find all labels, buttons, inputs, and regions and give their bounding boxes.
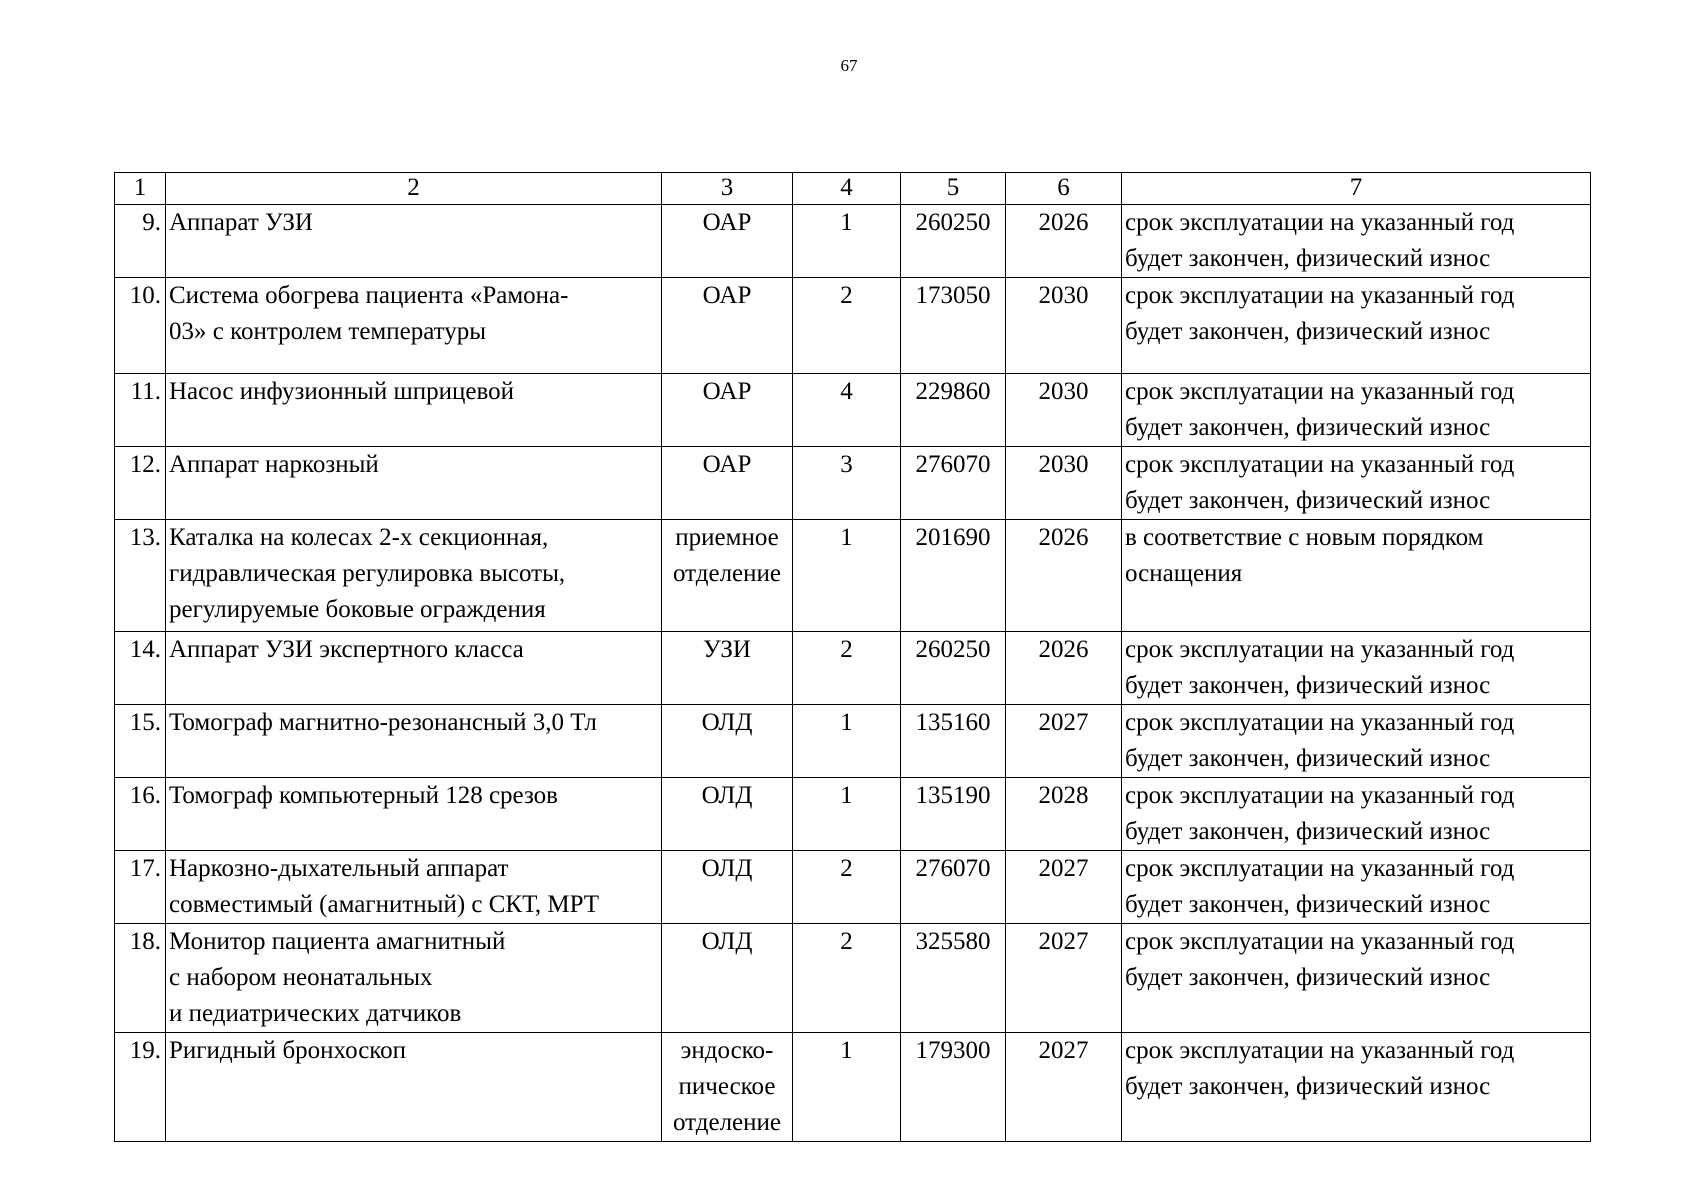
justification-cell: срок эксплуатации на указанный год будет закончен, физический износ xyxy=(1122,1033,1591,1142)
department-cell: ОЛД xyxy=(662,851,793,924)
table-row xyxy=(115,520,1591,632)
year-cell: 2030 xyxy=(1006,447,1122,520)
equipment-name-cell: Каталка на колесах 2-х секционная, гидравлическая регулировка высоты, регулируемые боковые ограждения xyxy=(166,520,662,632)
equipment-name-cell: Томограф компьютерный 128 срезов xyxy=(166,778,662,851)
justification-cell: срок эксплуатации на указанный год будет закончен, физический износ xyxy=(1122,924,1591,1033)
code-cell: 173050 xyxy=(901,278,1006,374)
equipment-table xyxy=(114,172,1591,1142)
justification-cell: срок эксплуатации на указанный год будет закончен, физический износ xyxy=(1122,447,1591,520)
equipment-name-cell: Томограф магнитно-резонансный 3,0 Тл xyxy=(166,705,662,778)
code-cell: 135160 xyxy=(901,705,1006,778)
equipment-name-cell: Монитор пациента амагнитный с набором неонатальных и педиатрических датчиков xyxy=(166,924,662,1033)
table-row xyxy=(115,205,1591,278)
quantity-cell: 2 xyxy=(793,851,901,924)
equipment-name-cell: Аппарат наркозный xyxy=(166,447,662,520)
quantity-cell: 2 xyxy=(793,924,901,1033)
year-cell: 2026 xyxy=(1006,632,1122,705)
row-number-cell: 17. xyxy=(115,851,166,924)
header-cell: 3 xyxy=(662,173,793,205)
code-cell: 135190 xyxy=(901,778,1006,851)
row-number-cell: 9. xyxy=(115,205,166,278)
row-number-cell: 18. xyxy=(115,924,166,1033)
table-row xyxy=(115,778,1591,851)
code-cell: 276070 xyxy=(901,447,1006,520)
table-row xyxy=(115,278,1591,374)
justification-cell: срок эксплуатации на указанный год будет закончен, физический износ xyxy=(1122,778,1591,851)
equipment-name-cell: Насос инфузионный шприцевой xyxy=(166,374,662,447)
code-cell: 260250 xyxy=(901,632,1006,705)
row-number-cell: 11. xyxy=(115,374,166,447)
code-cell: 260250 xyxy=(901,205,1006,278)
table-row xyxy=(115,924,1591,1033)
equipment-name-cell: Наркозно-дыхательный аппарат совместимый (амагнитный) с СКТ, МРТ xyxy=(166,851,662,924)
quantity-cell: 2 xyxy=(793,632,901,705)
table-row xyxy=(115,1033,1591,1142)
row-number-cell: 19. xyxy=(115,1033,166,1142)
table-row xyxy=(115,705,1591,778)
justification-cell: срок эксплуатации на указанный год будет закончен, физический износ xyxy=(1122,205,1591,278)
header-cell: 1 xyxy=(115,173,166,205)
justification-cell: срок эксплуатации на указанный год будет закончен, физический износ xyxy=(1122,632,1591,705)
justification-cell: в соответствие с новым порядком оснащения xyxy=(1122,520,1591,632)
department-cell: УЗИ xyxy=(662,632,793,705)
row-number-cell: 16. xyxy=(115,778,166,851)
quantity-cell: 1 xyxy=(793,520,901,632)
code-cell: 179300 xyxy=(901,1033,1006,1142)
equipment-name-cell: Ригидный бронхоскоп xyxy=(166,1033,662,1142)
justification-cell: срок эксплуатации на указанный год будет закончен, физический износ xyxy=(1122,278,1591,374)
row-number-cell: 13. xyxy=(115,520,166,632)
department-cell: ОЛД xyxy=(662,924,793,1033)
year-cell: 2028 xyxy=(1006,778,1122,851)
code-cell: 276070 xyxy=(901,851,1006,924)
justification-cell: срок эксплуатации на указанный год будет закончен, физический износ xyxy=(1122,374,1591,447)
year-cell: 2026 xyxy=(1006,205,1122,278)
department-cell: ОЛД xyxy=(662,705,793,778)
header-cell: 4 xyxy=(793,173,901,205)
quantity-cell: 4 xyxy=(793,374,901,447)
header-cell: 2 xyxy=(166,173,662,205)
table-row xyxy=(115,632,1591,705)
department-cell: ОАР xyxy=(662,278,793,374)
justification-cell: срок эксплуатации на указанный год будет закончен, физический износ xyxy=(1122,705,1591,778)
header-cell: 6 xyxy=(1006,173,1122,205)
header-cell: 5 xyxy=(901,173,1006,205)
row-number-cell: 15. xyxy=(115,705,166,778)
quantity-cell: 1 xyxy=(793,705,901,778)
equipment-name-cell: Аппарат УЗИ экспертного класса xyxy=(166,632,662,705)
year-cell: 2027 xyxy=(1006,705,1122,778)
table-row xyxy=(115,447,1591,520)
department-cell: ОАР xyxy=(662,374,793,447)
year-cell: 2027 xyxy=(1006,851,1122,924)
code-cell: 229860 xyxy=(901,374,1006,447)
department-cell: ОЛД xyxy=(662,778,793,851)
header-row xyxy=(115,173,1591,205)
row-number-cell: 14. xyxy=(115,632,166,705)
header-cell: 7 xyxy=(1122,173,1591,205)
quantity-cell: 1 xyxy=(793,778,901,851)
code-cell: 325580 xyxy=(901,924,1006,1033)
code-cell: 201690 xyxy=(901,520,1006,632)
year-cell: 2027 xyxy=(1006,1033,1122,1142)
quantity-cell: 1 xyxy=(793,1033,901,1142)
year-cell: 2026 xyxy=(1006,520,1122,632)
year-cell: 2027 xyxy=(1006,924,1122,1033)
justification-cell: срок эксплуатации на указанный год будет закончен, физический износ xyxy=(1122,851,1591,924)
row-number-cell: 12. xyxy=(115,447,166,520)
department-cell: эндоско- пическое отделение xyxy=(662,1033,793,1142)
page-number: 67 xyxy=(840,56,858,75)
quantity-cell: 3 xyxy=(793,447,901,520)
equipment-name-cell: Система обогрева пациента «Рамона- 03» с контролем температуры xyxy=(166,278,662,374)
table-row xyxy=(115,374,1591,447)
quantity-cell: 1 xyxy=(793,205,901,278)
department-cell: ОАР xyxy=(662,205,793,278)
quantity-cell: 2 xyxy=(793,278,901,374)
table-row xyxy=(115,851,1591,924)
year-cell: 2030 xyxy=(1006,278,1122,374)
department-cell: ОАР xyxy=(662,447,793,520)
row-number-cell: 10. xyxy=(115,278,166,374)
equipment-name-cell: Аппарат УЗИ xyxy=(166,205,662,278)
year-cell: 2030 xyxy=(1006,374,1122,447)
department-cell: приемное отделение xyxy=(662,520,793,632)
